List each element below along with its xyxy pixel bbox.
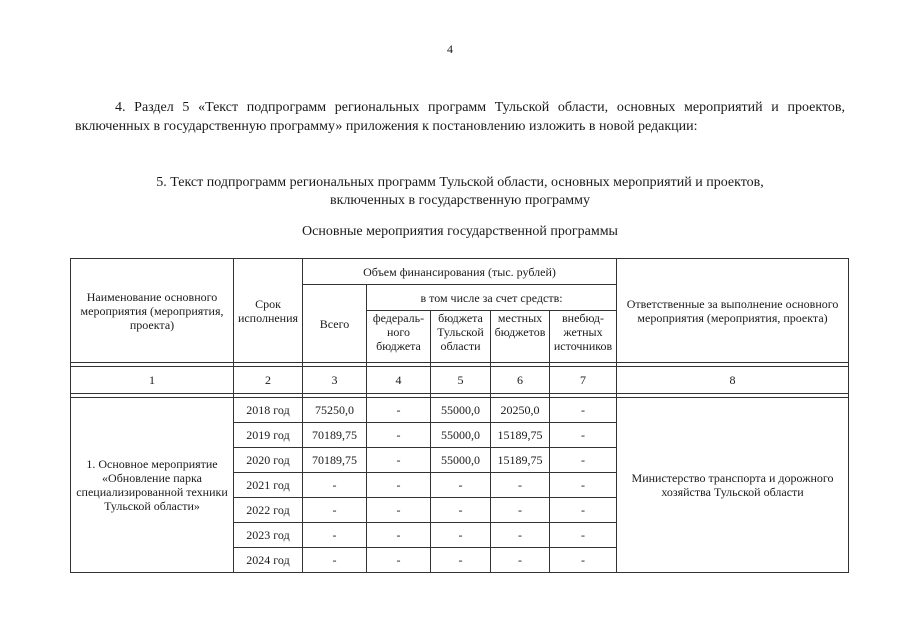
cell-total: 75250,0: [303, 398, 367, 423]
header-term: Срок исполнения: [234, 259, 303, 363]
cell-total: 70189,75: [303, 423, 367, 448]
cell-regional: -: [431, 473, 491, 498]
section-title-line-1: 5. Текст подпрограмм региональных программ Тульской области, основных мероприятий и проектов,: [156, 175, 764, 190]
header-local: местных бюджетов: [491, 311, 550, 363]
cell-year: 2020 год: [234, 448, 303, 473]
column-number: 7: [550, 367, 617, 394]
column-number: 5: [431, 367, 491, 394]
cell-federal: -: [367, 448, 431, 473]
cell-regional: -: [431, 548, 491, 573]
cell-regional: 55000,0: [431, 423, 491, 448]
header-row-1: [71, 259, 849, 285]
header-including: в том числе за счет средств:: [367, 285, 617, 311]
events-table: [70, 258, 849, 573]
cell-extra: -: [550, 423, 617, 448]
cell-year: 2021 год: [234, 473, 303, 498]
cell-extra: -: [550, 498, 617, 523]
cell-federal: -: [367, 548, 431, 573]
cell-total: -: [303, 473, 367, 498]
table-row: [71, 398, 849, 423]
cell-regional: 55000,0: [431, 398, 491, 423]
page-number: 4: [447, 42, 453, 56]
cell-year: 2018 год: [234, 398, 303, 423]
cell-total: 70189,75: [303, 448, 367, 473]
cell-total: -: [303, 523, 367, 548]
cell-extra: -: [550, 523, 617, 548]
cell-extra: -: [550, 448, 617, 473]
column-number-row: [71, 367, 849, 394]
column-number: 8: [617, 367, 849, 394]
column-number: 4: [367, 367, 431, 394]
cell-federal: -: [367, 498, 431, 523]
cell-extra: -: [550, 548, 617, 573]
column-number: 2: [234, 367, 303, 394]
body-paragraph: 4. Раздел 5 «Текст подпрограмм региональных программ Тульской области, основных мероприятий и проектов, включенных в государственную программу» приложения к постановлению изложить в новой редакции:: [75, 100, 845, 134]
cell-local: 15189,75: [491, 448, 550, 473]
cell-year: 2024 год: [234, 548, 303, 573]
cell-federal: -: [367, 473, 431, 498]
cell-year: 2022 год: [234, 498, 303, 523]
cell-federal: -: [367, 398, 431, 423]
header-funding: Объем финансирования (тыс. рублей): [303, 259, 617, 285]
cell-federal: -: [367, 423, 431, 448]
header-federal: федераль-ного бюджета: [367, 311, 431, 363]
column-number: 3: [303, 367, 367, 394]
cell-year: 2023 год: [234, 523, 303, 548]
cell-extra: -: [550, 398, 617, 423]
cell-regional: -: [431, 498, 491, 523]
cell-total: -: [303, 548, 367, 573]
cell-local: -: [491, 473, 550, 498]
cell-local: -: [491, 498, 550, 523]
cell-local: -: [491, 548, 550, 573]
header-responsible: Ответственные за выполнение основного мероприятия (мероприятия, проекта): [617, 259, 849, 363]
header-name: Наименование основного мероприятия (мероприятия, проекта): [71, 259, 234, 363]
responsible-value: Министерство транспорта и дорожного хозяйства Тульской области: [617, 398, 849, 573]
header-total: Всего: [303, 285, 367, 363]
section-title-line-2: включенных в государственную программу: [330, 193, 590, 208]
event-name: 1. Основное мероприятие «Обновление парка специализированной техники Тульской области»: [71, 398, 234, 573]
cell-federal: -: [367, 523, 431, 548]
header-regional: бюджета Тульской области: [431, 311, 491, 363]
section-title: [0, 174, 900, 210]
cell-regional: -: [431, 523, 491, 548]
cell-extra: -: [550, 473, 617, 498]
table-caption: Основные мероприятия государственной программы: [302, 224, 618, 239]
column-number: 6: [491, 367, 550, 394]
header-extra: внебюд-жетных источников: [550, 311, 617, 363]
column-number: 1: [71, 367, 234, 394]
cell-local: 20250,0: [491, 398, 550, 423]
cell-year: 2019 год: [234, 423, 303, 448]
cell-local: -: [491, 523, 550, 548]
cell-regional: 55000,0: [431, 448, 491, 473]
cell-local: 15189,75: [491, 423, 550, 448]
cell-total: -: [303, 498, 367, 523]
